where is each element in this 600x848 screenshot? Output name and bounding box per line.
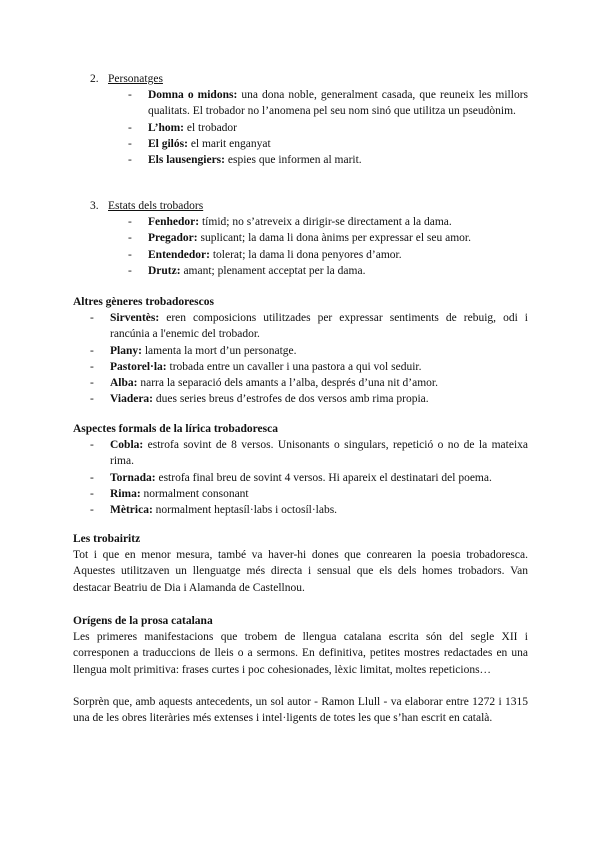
heading-trobairitz: Les trobairitz xyxy=(73,533,141,545)
list-item: - Alba: narra la separació dels amants a l’alba, després d’una nit d’amor. xyxy=(90,377,438,390)
list-item: - Rima: normalment consonant xyxy=(90,487,249,500)
heading-generes: Altres gèneres trobadorescos xyxy=(73,296,214,308)
list-item: - Drutz: amant; plenament acceptat per la dama. xyxy=(128,264,366,277)
list-item: - Domna o midons: una dona noble, generalment casada, que reuneix les millors qualitats. El trobador no l’anomena pel seu nom sinó que utilitza un pseudònim. xyxy=(128,89,528,118)
list-item: - Els lausengiers: espies que informen al marit. xyxy=(128,154,362,167)
list-item: - Plany: lamenta la mort d’un personatge. xyxy=(90,344,297,357)
generes-list xyxy=(90,310,528,408)
section-number: 3. xyxy=(90,200,99,212)
list-item: - Viadera: dues series breus d’estrofes de dos versos amb rima propia. xyxy=(90,393,429,406)
list-item: - El gilós: el marit enganyat xyxy=(128,137,271,150)
section-title: Estats dels trobadors xyxy=(108,200,204,212)
aspectes-list xyxy=(90,437,528,518)
trobairitz-paragraph: Tot i que en menor mesura, també va haver-hi dones que conrearen la poesia trobadoresca. Aquestes utilitzaven un llenguatge més directa i sensual que els dels homes trobadors. Van destacar Beatriu de Dia i Alamanda de Castellnou. xyxy=(73,549,528,594)
section-heading-estats xyxy=(90,198,203,214)
prosa-paragraph-2: Sorprèn que, amb aquests antecedents, un sol autor - Ramon Llull - va elaborar entre 1272 i 1315 una de les obres literàries més extenses i intel·ligents de totes les que s’han escrit en català. xyxy=(73,696,528,725)
estats-list xyxy=(128,214,528,279)
list-item: - Tornada: estrofa final breu de sovint 4 versos. Hi apareix el destinatari del poema. xyxy=(90,471,492,484)
personatges-list xyxy=(128,87,528,168)
section-title: Personatges xyxy=(108,73,163,85)
heading-prosa: Orígens de la prosa catalana xyxy=(73,615,213,627)
list-item: - Cobla: estrofa sovint de 8 versos. Unisonants o singulars, repetició o no de la mateixa rima. xyxy=(90,439,528,468)
list-item: - L’hom: el trobador xyxy=(128,121,238,134)
list-item: - Mètrica: normalment heptasíl·labs i octosíl·labs. xyxy=(90,504,338,517)
list-item: - Fenhedor: tímid; no s’atreveix a dirigir-se directament a la dama. xyxy=(128,216,452,228)
list-item: - Pastorel·la: trobada entre un cavaller i una pastora a qui vol seduir. xyxy=(90,360,422,373)
list-item: - Entendedor: tolerat; la dama li dona penyores d’amor. xyxy=(128,248,402,261)
prosa-paragraph-1: Les primeres manifestacions que trobem de llengua catalana escrita són del segle XII i corresponen a traduccions de lleis o a sermons. En definitiva, petites mostres redactades en una llengua molt primitiva: frases curtes i poc cohesionades, lèxic limitat, moltes repeticions… xyxy=(73,631,528,676)
heading-aspectes: Aspectes formals de la lírica trobadoresca xyxy=(73,423,278,435)
list-item: - Pregador: suplicant; la dama li dona ànims per expressar el seu amor. xyxy=(128,232,471,245)
list-item: - Sirventès: eren composicions utilitzades per expressar sentiments de rebuig, odi i rancúnia a l'enemic del trobador. xyxy=(90,312,528,341)
section-number: 2. xyxy=(90,73,99,85)
section-heading-personatges xyxy=(90,71,163,87)
